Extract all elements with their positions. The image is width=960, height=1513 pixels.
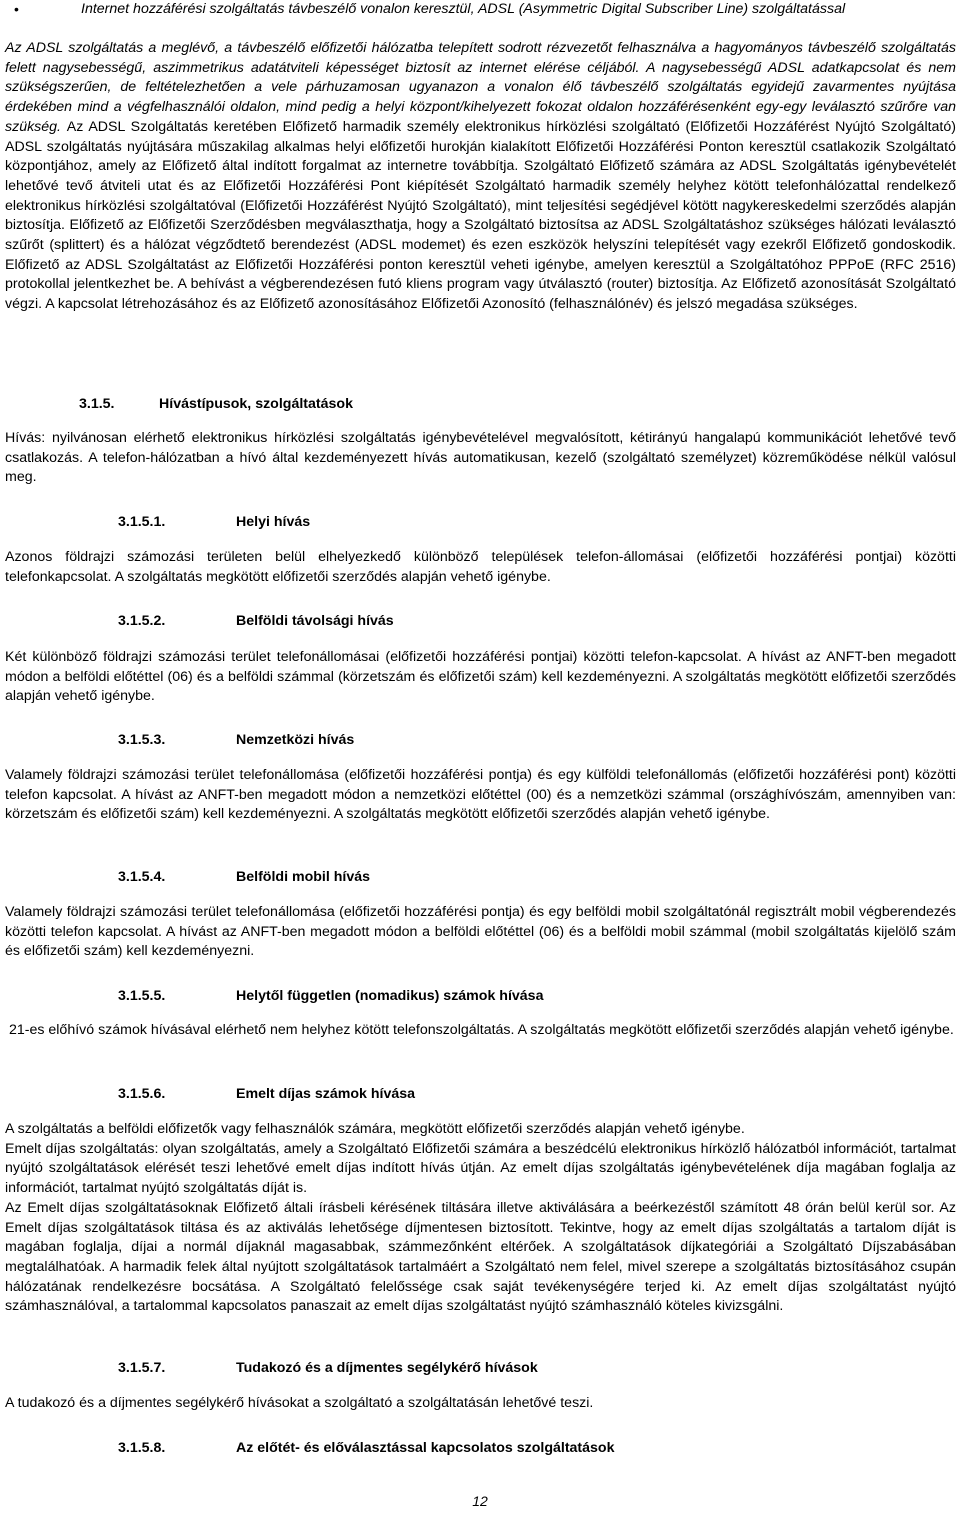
section-heading-3-1-5-2: 3.1.5.2. Belföldi távolsági hívás bbox=[118, 613, 394, 629]
bullet-text: Internet hozzáférési szolgáltatás távbeszélő vonalon keresztül, ADSL (Asymmetric Digital Subscriber Line) szolgáltatással bbox=[81, 1, 846, 17]
section-heading-3-1-5-5: 3.1.5.5. Helytől független (nomadikus) számok hívása bbox=[118, 988, 544, 1004]
section-body-3-1-5-3: Valamely földrajzi számozási terület telefonállomása (előfizetői hozzáférési pontja) és egy külföldi telefonállomás (előfizetői hozzáférési pont) közötti telefon kapcsolat. A hívást az ANFT-ben megadott módon a nemzetközi előtéttel (00) és a nemzetközi számmal (országhívószám, amennyiben van: körzetszám és előfizetői szám) kell kezdeményezni. A szolgáltatás megkötött előfizetői szerződés alapján vehető igénybe. bbox=[5, 767, 956, 823]
bullet-icon: • bbox=[14, 1, 19, 17]
section-heading-3-1-5-3: 3.1.5.3. Nemzetközi hívás bbox=[118, 732, 355, 748]
section-heading-3-1-5-6: 3.1.5.6. Emelt díjas számok hívása bbox=[118, 1086, 416, 1102]
section-body-3-1-5-6: A szolgáltatás a belföldi előfizetők vagy felhasználók számára, megkötött előfizetői szerződés alapján vehető igénybe. Emelt díjas szolgáltatás: olyan szolgáltatás, amely a Szolgáltató Előfizetői számára a beszédcélú elektronikus hírközlő hálózatból információt, tartalmat nyújtó szolgáltatások elérését teszi lehetővé emelt díjas indított hívás útján. Az emelt díjas szolgáltatás igénybevételének díja magában foglalja az információt, tartalmat nyújtó szolgáltatás díját is. Az Emelt díjas szolgáltatásoknak Előfizető általi írásbeli kérésének tiltására illetve aktiválására a beérkezéstől számított 48 órán belül kerül sor. Az Emelt díjas szolgáltatások tiltása és az aktiválás lehetősége díjmentesen biztosított. Tekintve, hogy az emelt díjas szolgáltatás a tartalom díját is magában foglalja, díjai a normál díjaknál magasabbak, számmezőnként eltérőek. A szolgáltatások díjkategóriái a Szolgáltató Díjszabásában megtalálhatóak. A harmadik felek által nyújtott szolgáltatások tartalmáért a Szolgáltató nem felel, mivel szerepe a szolgáltatás biztosításához csupán hálózatának rendelkezésre bocsátása. A Szolgáltató felelőssége csak saját tevékenységére terjed ki. Az emelt díjas szolgáltatást nyújtó számhasználóval, a tartalommal kapcsolatos panaszait az emelt díjas szolgáltatást nyújtó számhasználó köteles kivizsgálni. bbox=[5, 1121, 956, 1315]
section-body-3-1-5-4: Valamely földrajzi számozási terület telefonállomása (előfizetői hozzáférési pontja) és egy belföldi mobil szolgáltatónál regisztrált mobil végberendezés közötti telefon kapcsolat. A hívást az ANFT-ben megadott módon a belföldi előtéttel (06) és a belföldi mobil számmal (mobil szolgáltatás kijelölő szám és előfizetői szám) kell kezdeményezni. bbox=[5, 904, 956, 960]
section-heading-3-1-5-1: 3.1.5.1. Helyi hívás bbox=[118, 514, 311, 530]
section-body-3-1-5: Hívás: nyilvánosan elérhető elektronikus hírközlési szolgáltatás igénybevételével megvalósított, kétirányú hangalapú kommunikációt lehetővé tevő csatlakozás. A telefon-hálózatban a hívó által kezdeményezett hívás automatikusan, kezelő (szolgáltató személyzet) közreműködése nélkül valósul meg. bbox=[5, 430, 956, 486]
section-body-3-1-5-2: Két különböző földrajzi számozási terület telefonállomásai (előfizetői hozzáférési pontjai) közötti telefon-kapcsolat. A hívást az ANFT-ben megadott módon a belföldi előtéttel (06) és a belföldi számmal (körzetszám és előfizetői szám) kell kezdeményezni. A szolgáltatás megkötött előfizetői szerződés alapján vehető igénybe. bbox=[5, 649, 956, 705]
section-body-3-1-5-7: A tudakozó és a díjmentes segélykérő hívásokat a szolgáltató a szolgáltatásán lehetővé teszi. bbox=[5, 1395, 594, 1411]
section-heading-3-1-5-7: 3.1.5.7. Tudakozó és a díjmentes segélykérő hívások bbox=[118, 1360, 538, 1376]
intro-bullet-item bbox=[5, 0, 956, 20]
section-heading-3-1-5-8: 3.1.5.8. Az előtét- és előválasztással kapcsolatos szolgáltatások bbox=[118, 1440, 615, 1456]
section-body-3-1-5-5: 21-es előhívó számok hívásával elérhető nem helyhez kötött telefonszolgáltatás. A szolgáltatás megkötött előfizetői szerződés alapján vehető igénybe. bbox=[5, 1022, 954, 1038]
section-heading-3-1-5: 3.1.5. Hívástípusok, szolgáltatások bbox=[79, 396, 353, 412]
adsl-intro-paragraph bbox=[5, 39, 956, 315]
section-heading-3-1-5-4: 3.1.5.4. Belföldi mobil hívás bbox=[118, 869, 371, 885]
adsl-paragraph-continued: Az ADSL Szolgáltatás keretében Előfizető harmadik személy elektronikus hírközlési szolgáltató (Előfizetői Hozzáférést Nyújtó Szolgáltató) ADSL szolgáltatás nyújtására műszakilag alkalmas helyi előfizetői hurokján kialakított Előfizetői Hozzáférési Ponton keresztül csatlakozik Szolgáltató központjához, amely az Előfizető által indított forgalmat az internetre továbbítja. Szolgáltató Előfizető számára az ADSL Szolgáltatás igénybevételét lehetővé tevő átviteli utat és az Előfizetői Hozzáférési Pont kiépítését Szolgáltató harmadik személy helyhez kötött telefonhálózattal rendelkező elektronikus hírközlési szolgáltatóval (Előfizetői Hozzáférést Nyújtó Szolgáltató), mint teljesítési segédjével kötött nagykereskedelmi szerződés alapján biztosítja. Előfizető az Előfizetői Szerződésben megválaszthatja, hogy a Szolgáltató biztosítsa az ADSL Szolgáltatáshoz szükséges hálózati leválasztó szűrőt (splittert) és a hálózat végződtető berendezést (ADSL modemet) és ezen eszközök helyszíni telepítését vagy ezekről Előfizető gondoskodik. Előfizető az ADSL Szolgáltatást az Előfizetői Hozzáférési ponton keresztül veheti igénybe, amelyen keresztül a Szolgáltatóhoz PPPoE (RFC 2516) protokollal jelentkezhet be. A behívást a végberendezésen futó kliens program vagy útválasztó (router) biztosítja. Az Előfizető azonosítását Szolgáltató végzi. A kapcsolat létrehozásához és az Előfizető azonosításához Előfizetői Azonosító (felhasználónév) és jelszó megadása szükséges. bbox=[5, 118, 956, 313]
section-body-3-1-5-1: Azonos földrajzi számozási területen belül elhelyezkedő különböző települések telefon-állomásai (előfizetői hozzáférési pontjai) közötti telefonkapcsolat. A szolgáltatás megkötött előfizetői szerződés alapján vehető igénybe. bbox=[5, 549, 956, 585]
page-number: 12 bbox=[472, 1493, 488, 1509]
adsl-paragraph: Az ADSL szolgáltatás a meglévő, a távbeszélő előfizetői hálózatba telepített sodrott rézvezetőt felhasználva a hagyományos távbeszélő szolgáltatás felett nagysebességű, aszimmetrikus adatátviteli képességet biztosít az internet elérése céljából. A nagysebességű ADSL adatkapcsolat és nem szükségszerűen, de feltételezhetően a vele párhuzamosan ugyanazon a vonalon élő távbeszélő szolgáltatás egyidejű zavarmentes nyújtása érdekében mind a végfelhasználói oldalon, mind pedig a helyi központ/kihelyezett fokozat oldalon hozzáférésenként egy-egy leválasztó szűrőre van szükség. Az ADSL Szolgáltatás keretében Előfizető harmadik személy elektronikus hírközlési szolgáltató (Előfizetői Hozzáférést Nyújtó Szolgáltató) ADSL szolgáltatás nyújtására műszakilag alkalmas helyi előfizetői hurokján kialakított Előfizetői Hozzáférési Ponton keresztül csatlakozik Szolgáltató központjához, amely az Előfizető által indított forgalmat az internetre továbbítja. Szolgáltató Előfizető számára az ADSL Szolgáltatás igénybevételét lehetővé tevő átviteli utat és az Előfizetői Hozzáférési Pont kiépítését Szolgáltató harmadik személy helyhez kötött telefonhálózattal rendelkező elektronikus hírközlési szolgáltatóval (Előfizetői Hozzáférést Nyújtó Szolgáltató), mint teljesítési segédjével kötött nagykereskedelmi szerződés alapján biztosítja. Előfizető az Előfizetői Szerződésben megválaszthatja, hogy a Szolgáltató biztosítsa az ADSL Szolgáltatáshoz szükséges hálózati leválasztó szűrőt (splittert) és a hálózat végződtető berendezést (ADSL modemet) és ezen eszközök helyszíni telepítését vagy ezekről Előfizető gondoskodik. Előfizető az ADSL Szolgáltatást az Előfizetői Hozzáférési ponton keresztül veheti igénybe, amelyen keresztül a Szolgáltatóhoz PPPoE (RFC 2516) protokollal jelentkezhet be. A behívást a végberendezésen futó kliens program vagy útválasztó (router) biztosítja. Az Előfizető azonosítását Szolgáltató végzi. A kapcsolat létrehozásához és az Előfizető azonosításához Előfizetői Azonosító (felhasználónév) és jelszó megadása szükséges. bbox=[5, 40, 956, 313]
